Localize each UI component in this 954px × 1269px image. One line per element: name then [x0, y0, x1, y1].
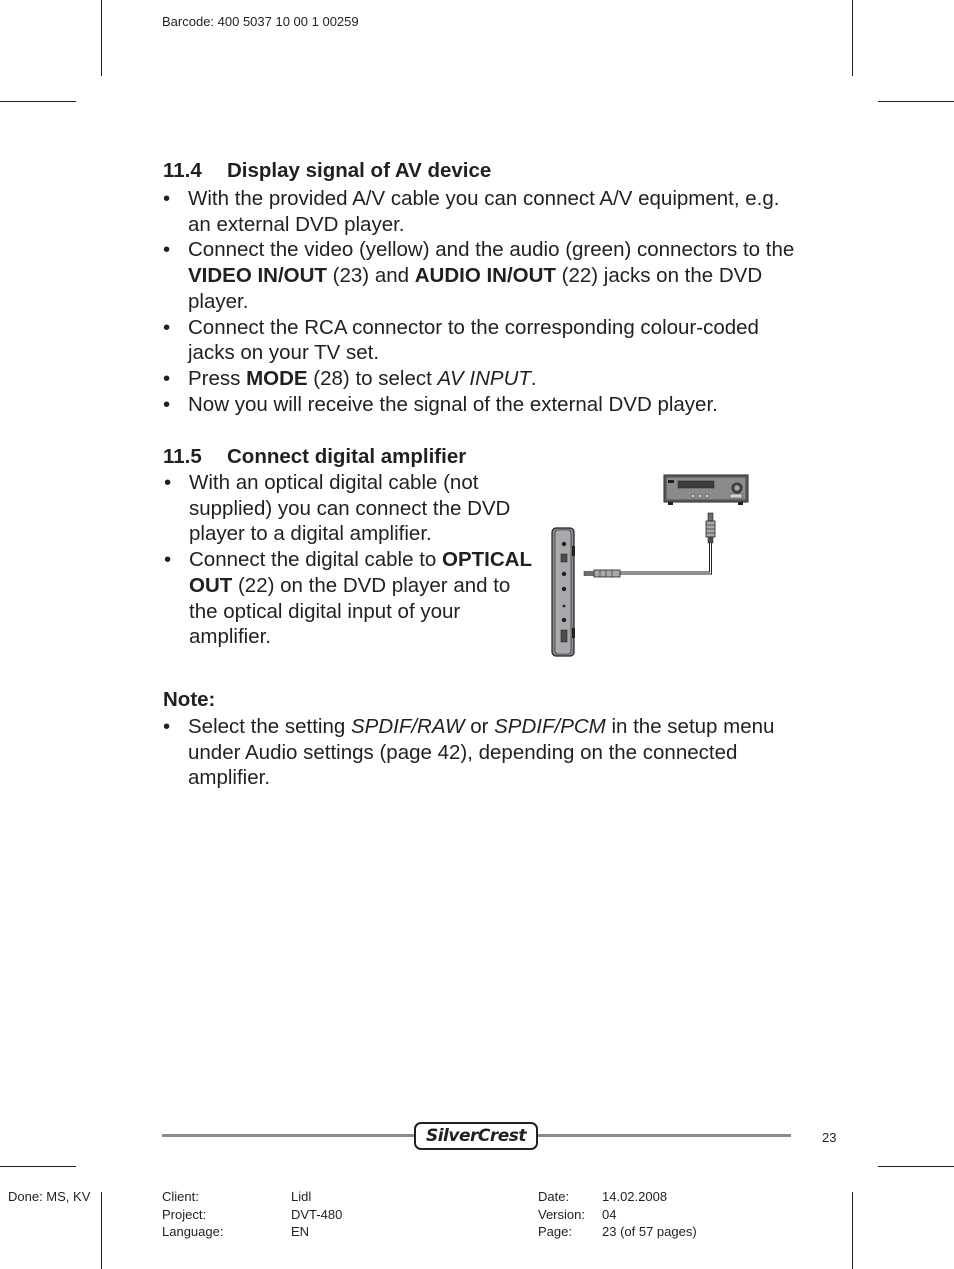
- section-title: Connect digital amplifier: [227, 445, 467, 468]
- bullet-text: Connect the video (yellow) and the audio (green) connectors to the: [188, 238, 795, 262]
- section-number: 11.5: [163, 445, 202, 468]
- barcode-text: Barcode: 400 5037 10 00 1 00259: [162, 14, 359, 29]
- bold-term: VIDEO IN/OUT: [188, 264, 327, 288]
- crop-mark: [0, 101, 76, 102]
- dvd-player-icon: [552, 528, 575, 656]
- project-label: Project:: [162, 1207, 207, 1222]
- list-item: [163, 366, 803, 392]
- crop-mark: [0, 1166, 76, 1167]
- bullet-text: (22) jacks on the DVD player.: [188, 264, 763, 313]
- section-number: 11.4: [163, 159, 202, 182]
- note-heading: Note:: [163, 688, 216, 711]
- list-item: [164, 470, 544, 547]
- client-value: Lidl: [291, 1189, 312, 1204]
- list-item: [163, 714, 783, 791]
- optical-plug-icon: [706, 513, 715, 543]
- amplifier-icon: [664, 475, 748, 505]
- brand-logo: [414, 1122, 538, 1150]
- section-11-5-list: [164, 470, 544, 650]
- bold-term: AUDIO IN/OUT: [414, 264, 556, 288]
- version-label: Version:: [538, 1207, 585, 1222]
- section-heading-11-5: [163, 445, 466, 469]
- bullet-text: Select the setting: [188, 715, 351, 738]
- optical-cable-line: [620, 543, 711, 573]
- section-title: Display signal of AV device: [227, 159, 492, 182]
- section-heading-11-4: [163, 159, 491, 183]
- bullet-text: .: [530, 366, 537, 390]
- brand-logo-text: SilverCrest: [425, 1126, 527, 1146]
- crop-mark: [852, 0, 853, 76]
- footer-rule-left: [162, 1134, 416, 1137]
- bold-term: MODE: [246, 366, 308, 390]
- list-item: [164, 547, 544, 650]
- list-item: [163, 315, 803, 366]
- done-by: Done: MS, KV: [8, 1189, 91, 1204]
- note-list: [163, 714, 783, 791]
- version-value: 04: [602, 1207, 617, 1222]
- bullet-text: or: [464, 715, 495, 738]
- italic-term: SPDIF/RAW: [350, 715, 465, 738]
- list-item: [163, 237, 803, 314]
- language-value: EN: [291, 1224, 310, 1239]
- section-11-4-list: [163, 186, 803, 417]
- footer-rule-right: [537, 1134, 791, 1137]
- list-item: [163, 392, 803, 418]
- page-value: 23 (of 57 pages): [602, 1224, 697, 1239]
- bold-term: OPTICAL OUT: [189, 548, 532, 597]
- italic-term: AV INPUT: [437, 366, 531, 390]
- bullet-text: in the setup menu under Audio settings (page 42), depending on the connected amplifier.: [188, 715, 775, 790]
- bullet-text: Now you will receive the signal of the external DVD player.: [188, 392, 718, 416]
- date-value: 14.02.2008: [602, 1189, 668, 1204]
- dvd-optical-plug-icon: [584, 570, 620, 577]
- bullet-text: (28) to select: [307, 366, 438, 390]
- crop-mark: [101, 1192, 102, 1269]
- list-item: [163, 186, 803, 237]
- bullet-text: With the provided A/V cable you can connect A/V equipment, e.g. an external DVD player.: [188, 187, 780, 236]
- crop-mark: [101, 0, 102, 76]
- crop-mark: [852, 1192, 853, 1269]
- connection-illustration: [540, 468, 760, 663]
- client-label: Client:: [162, 1189, 199, 1204]
- bullet-text: Connect the RCA connector to the corresponding colour-coded jacks on your TV set.: [188, 315, 759, 365]
- project-value: DVT-480: [291, 1207, 343, 1222]
- date-label: Date:: [538, 1189, 570, 1204]
- page-label: Page:: [538, 1224, 572, 1239]
- italic-term: SPDIF/PCM: [494, 715, 606, 738]
- bullet-text: (22) on the DVD player and to the optical digital input of your amplifier.: [189, 573, 511, 649]
- bullet-text: (23) and: [326, 264, 415, 288]
- crop-mark: [878, 1166, 954, 1167]
- bullet-text: Connect the digital cable to: [189, 548, 442, 572]
- page-number: 23: [822, 1130, 837, 1145]
- language-label: Language:: [162, 1224, 224, 1239]
- bullet-text: With an optical digital cable (not supplied) you can connect the DVD player to a digital amplifier.: [189, 471, 511, 546]
- bullet-text: Press: [188, 366, 247, 390]
- crop-mark: [878, 101, 954, 102]
